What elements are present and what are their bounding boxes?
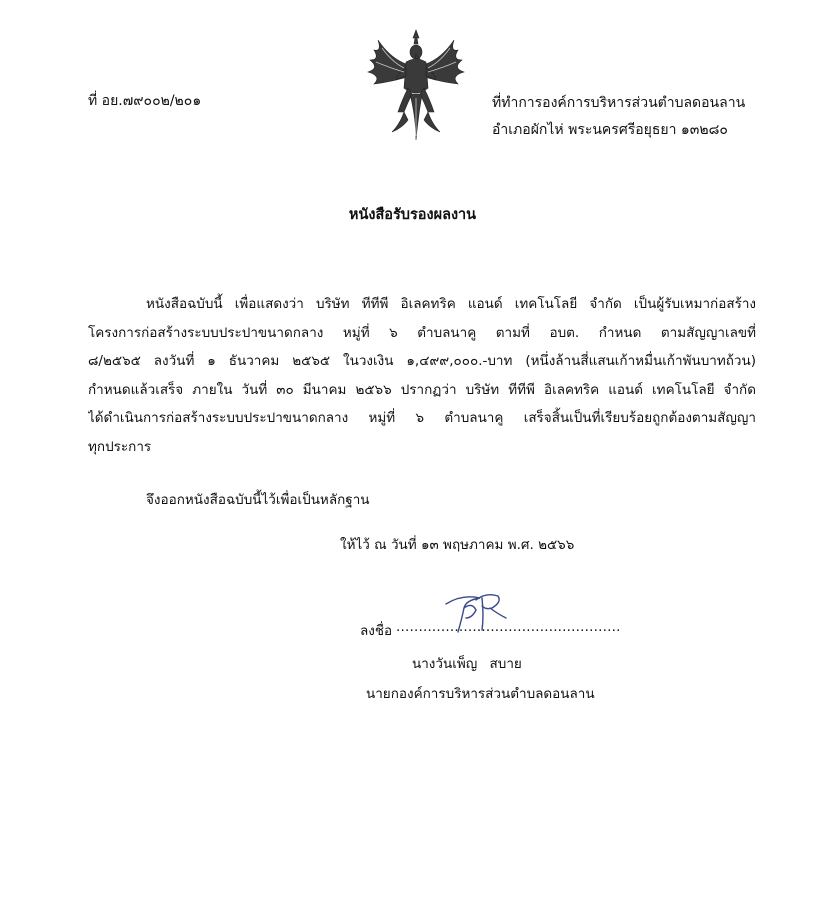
issued-date: ให้ไว้ ณ วันที่ ๑๓ พฤษภาคม พ.ศ. ๒๕๖๖ [340,537,575,553]
certificate-body [88,290,756,462]
body-line: โครงการก่อสร้างระบบประปาขนาดกลาง หมู่ที่ ๖ ตำบลนาคู ตามที่ อบต. กำหนด ตามสัญญาเลขที่ [88,324,756,341]
body-line: ทุกประการ [88,438,152,455]
address-line: ที่ทำการองค์การบริหารส่วนตำบลดอนลาน [492,95,746,111]
sign-label: ลงชื่อ [360,623,393,639]
document-title: หนังสือรับรองผลงาน [348,207,477,223]
body-line: กำหนดแล้วเสร็จ ภายใน วันที่ ๓๐ มีนาคม ๒๕๖๖ ปรากฏว่า บริษัท ทีทีพี อิเลคทริค แอนด์ เทคโนโลยี จำกัด [88,381,756,398]
body-line: ได้ดำเนินการก่อสร้างระบบประปาขนาดกลาง หมู่ที่ ๖ ตำบลนาคู เสร็จสิ้นเป็นที่เรียบร้อยถูกต้องตามสัญญา [88,410,756,427]
address-line: อำเภอผักไห่ พระนครศรีอยุธยา ๑๓๒๘๐ [492,122,728,138]
signer-name: นางวันเพ็ญ สบาย [412,656,522,672]
signer-position: นายกองค์การบริหารส่วนตำบลดอนลาน [366,686,595,702]
signature-dotted-line: .................................................. [396,619,621,635]
office-address [492,90,745,144]
body-line: หนังสือฉบับนี้ เพื่อแสดงว่า บริษัท ทีทีพี อิเลคทริค แอนด์ เทคโนโลยี จำกัด เป็นผู้รับเหมาก่อสร้าง [146,296,756,312]
body-line: ๘/๒๕๖๕ ลงวันที่ ๑ ธันวาคม ๒๕๖๕ ในวงเงิน ๑,๔๙๙,๐๐๐.-บาท (หนึ่งล้านสี่แสนเก้าหมื่นเก้าพันบาทถ้วน) [88,353,756,370]
reference-number: ที่ อย.๗๙๐๐๒/๒๐๑ [88,93,202,109]
garuda-emblem-icon [360,28,472,146]
closing-statement: จึงออกหนังสือฉบับนี้ไว้เพื่อเป็นหลักฐาน [146,492,370,508]
